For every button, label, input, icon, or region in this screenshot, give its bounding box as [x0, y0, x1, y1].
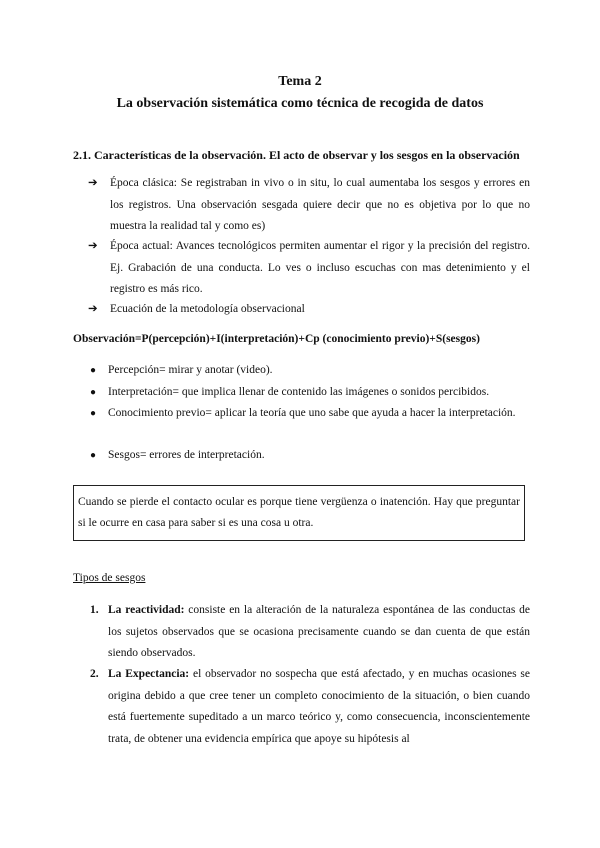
- item-text: [90, 600, 530, 665]
- bullet-dot-icon: ●: [90, 365, 97, 376]
- numbered-list-item: [90, 600, 530, 665]
- arrow-list-item: [90, 236, 530, 301]
- arrow-item-text: Época clásica: Se registraban in vivo o in situ, lo cual aumentaba los sesgos y errores en los registros. Una observación sesgada quiere decir que no es objetiva por lo que no muestra la realidad tal y como es): [110, 177, 530, 232]
- bias-types-heading: Tipos de sesgos: [73, 572, 146, 584]
- item-text: [90, 664, 530, 750]
- page-title: La observación sistemática como técnica de recogida de datos: [116, 96, 484, 111]
- item-description: consiste en la alteración de la naturaleza espontánea de las conductas de los sujetos observados que se ocasiona precisamente cuando se dan cuenta de que están siendo observados.: [108, 604, 531, 659]
- bullet-list-item: [90, 403, 530, 424]
- bullet-item-text: Sesgos= errores de interpretación.: [108, 449, 265, 461]
- item-description: el observador no sospecha que está afectado, y en muchas ocasiones se origina debido a que cree tener un completo conocimiento de la situación, o bien cuando está fuertemente supeditado a un marco teórico y, como consecuencia, inconscientemente trata, de obtener una evidencia empírica que apoye su hipótesis al: [108, 668, 530, 745]
- bullet-list-item: [90, 360, 530, 381]
- arrow-right-icon: ➔: [88, 303, 98, 315]
- item-number: 1.: [90, 604, 99, 616]
- item-number: 2.: [90, 668, 99, 680]
- bullet-item-text: Percepción= mirar y anotar (video).: [108, 364, 273, 376]
- arrow-item-text: Ecuación de la metodología observacional: [110, 303, 305, 315]
- arrow-list-item: [90, 299, 530, 321]
- bullet-dot-icon: ●: [90, 408, 97, 419]
- bullet-dot-icon: ●: [90, 387, 97, 398]
- bullet-item-text: Interpretación= que implica llenar de contenido las imágenes o sonidos percibidos.: [108, 386, 490, 398]
- note-box: Cuando se pierde el contacto ocular es porque tiene vergüenza o inatención. Hay que preguntar si le ocurre en casa para saber si es una cosa u otra.: [73, 485, 525, 541]
- item-term: La reactividad:: [108, 604, 185, 616]
- arrow-right-icon: ➔: [88, 177, 98, 189]
- arrow-right-icon: ➔: [88, 240, 98, 252]
- numbered-list-item: [90, 664, 530, 750]
- bullet-list-item: [90, 382, 530, 403]
- arrow-list-item: [90, 173, 530, 238]
- bullet-list-item: [90, 445, 530, 466]
- bullet-item-text: Conocimiento previo= aplicar la teoría que uno sabe que ayuda a hacer la interpretación.: [108, 407, 516, 419]
- item-term: La Expectancia:: [108, 668, 190, 680]
- bullet-dot-icon: ●: [90, 450, 97, 461]
- topic-label: Tema 2: [278, 74, 322, 89]
- observation-formula: Observación=P(percepción)+I(interpretación)+Cp (conocimiento previo)+S(sesgos): [73, 333, 480, 345]
- arrow-item-text: Época actual: Avances tecnológicos permiten aumentar el rigor y la precisión del registro. Ej. Grabación de una conducta. Lo ves o incluso escuchas con mas detenimiento y el registro es más rico.: [110, 240, 530, 295]
- section-heading: 2.1. Características de la observación. El acto de observar y los sesgos en la observación: [73, 148, 520, 162]
